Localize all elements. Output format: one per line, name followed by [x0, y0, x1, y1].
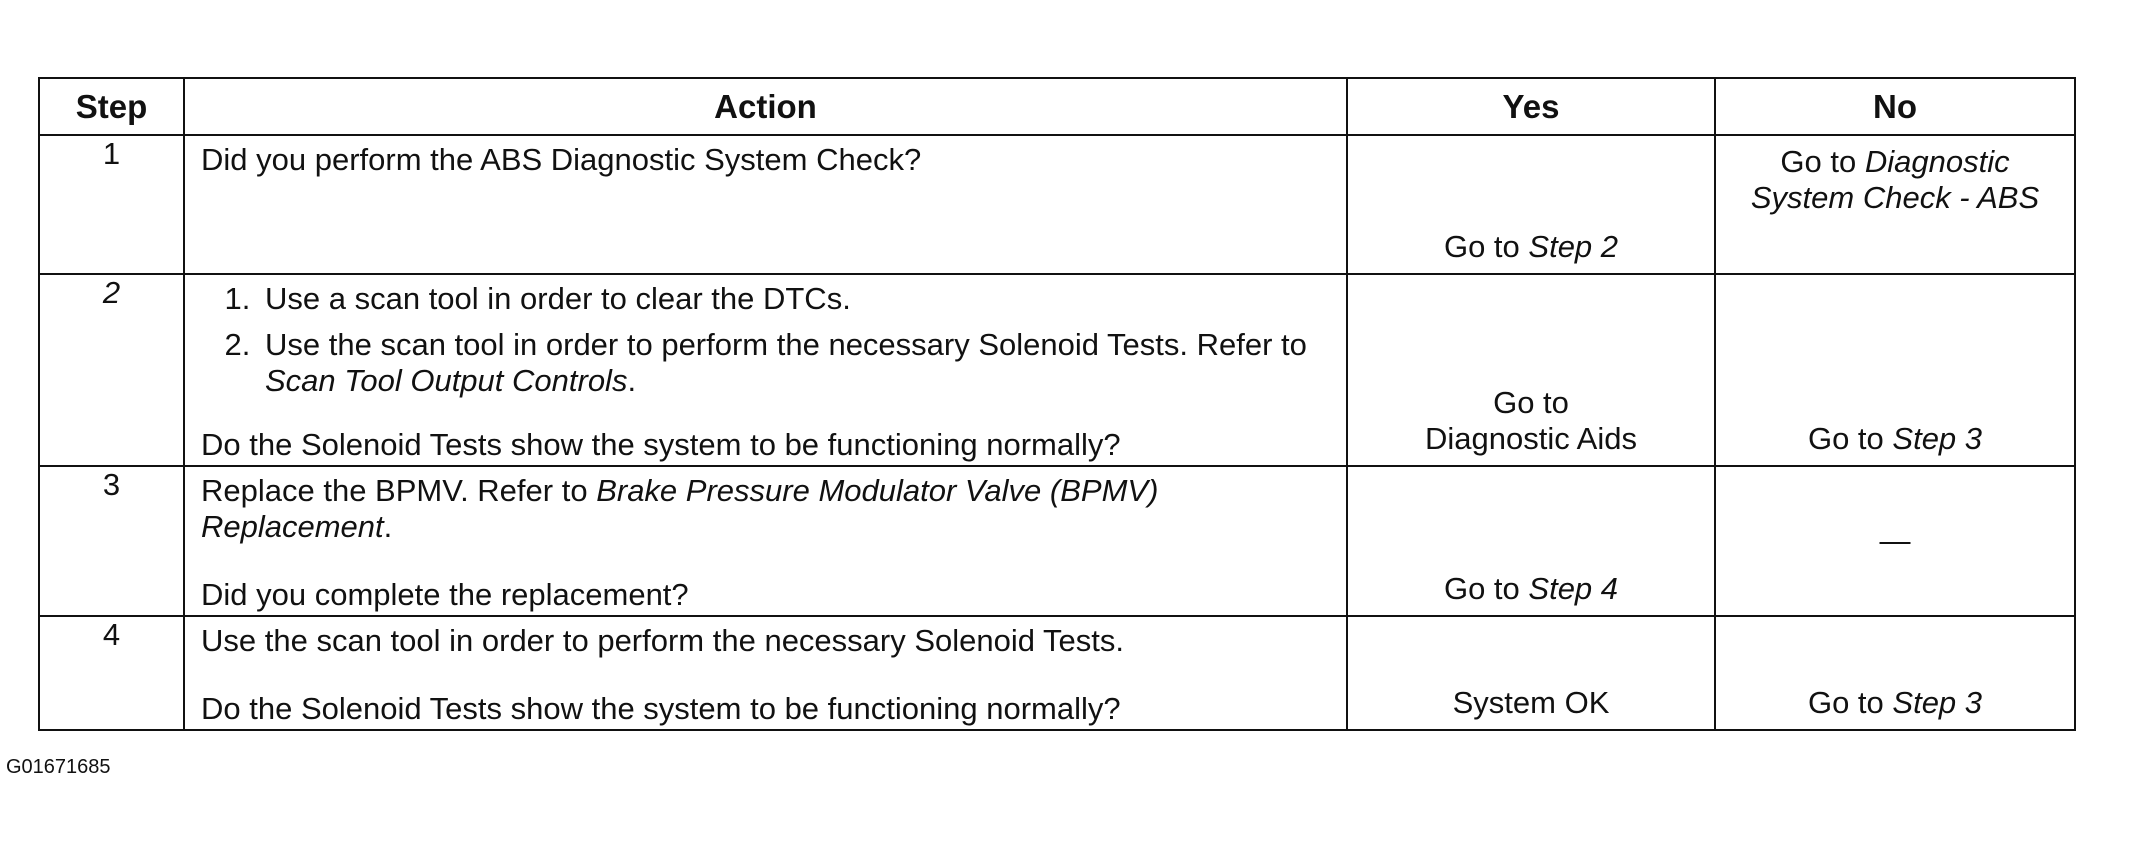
- yes-answer: Go to Step 2: [1443, 229, 1619, 264]
- action-question: Do the Solenoid Tests show the system to be functioning normally?: [201, 691, 1121, 726]
- action-text: Replace the BPMV. Refer to Brake Pressure Modulator Valve (BPMV) Replacement.: [201, 473, 1159, 544]
- header-row: [39, 78, 2075, 135]
- action-cell: [184, 274, 1347, 466]
- step-number: 4: [39, 616, 184, 730]
- no-cell: [1715, 616, 2075, 730]
- list-item: 1. Use a scan tool in order to clear the DTCs.: [259, 281, 1336, 317]
- yes-cell: [1347, 616, 1715, 730]
- diagnostic-table: [38, 77, 2076, 731]
- yes-answer: Go to Diagnostic Aids: [1425, 385, 1637, 456]
- yes-cell: [1347, 274, 1715, 466]
- header-step: Step: [39, 78, 184, 135]
- yes-answer: System OK: [1452, 685, 1610, 720]
- no-answer: Go to Diagnostic System Check - ABS: [1750, 144, 2040, 215]
- action-text: Use the scan tool in order to perform the necessary Solenoid Tests.: [201, 623, 1125, 658]
- figure-id: G01671685: [6, 756, 111, 778]
- yes-cell: [1347, 135, 1715, 274]
- step-number: 3: [39, 466, 184, 616]
- step-number: 2: [39, 274, 184, 466]
- no-cell: [1715, 274, 2075, 466]
- action-cell: [184, 616, 1347, 730]
- table-row: [39, 274, 2075, 466]
- header-no: No: [1715, 78, 2075, 135]
- yes-answer: Go to Step 4: [1443, 571, 1619, 606]
- step-number: 1: [39, 135, 184, 274]
- list-item: 2. Use the scan tool in order to perform the necessary Solenoid Tests. Refer to Scan Tool Output Controls.: [259, 327, 1336, 399]
- action-list: [201, 281, 1336, 399]
- action-cell: [184, 466, 1347, 616]
- action-question: Do the Solenoid Tests show the system to be functioning normally?: [201, 427, 1121, 462]
- action-question: Did you complete the replacement?: [201, 577, 689, 612]
- action-text: Did you perform the ABS Diagnostic System Check?: [201, 142, 922, 177]
- no-answer: —: [1879, 523, 1911, 558]
- no-answer: Go to Step 3: [1807, 685, 1983, 720]
- yes-cell: [1347, 466, 1715, 616]
- no-cell: [1715, 135, 2075, 274]
- no-answer: Go to Step 3: [1807, 421, 1983, 456]
- table-row: [39, 135, 2075, 274]
- table-row: [39, 616, 2075, 730]
- action-cell: [184, 135, 1347, 274]
- header-yes: Yes: [1347, 78, 1715, 135]
- no-cell: [1715, 466, 2075, 616]
- header-action: Action: [184, 78, 1347, 135]
- table-row: [39, 466, 2075, 616]
